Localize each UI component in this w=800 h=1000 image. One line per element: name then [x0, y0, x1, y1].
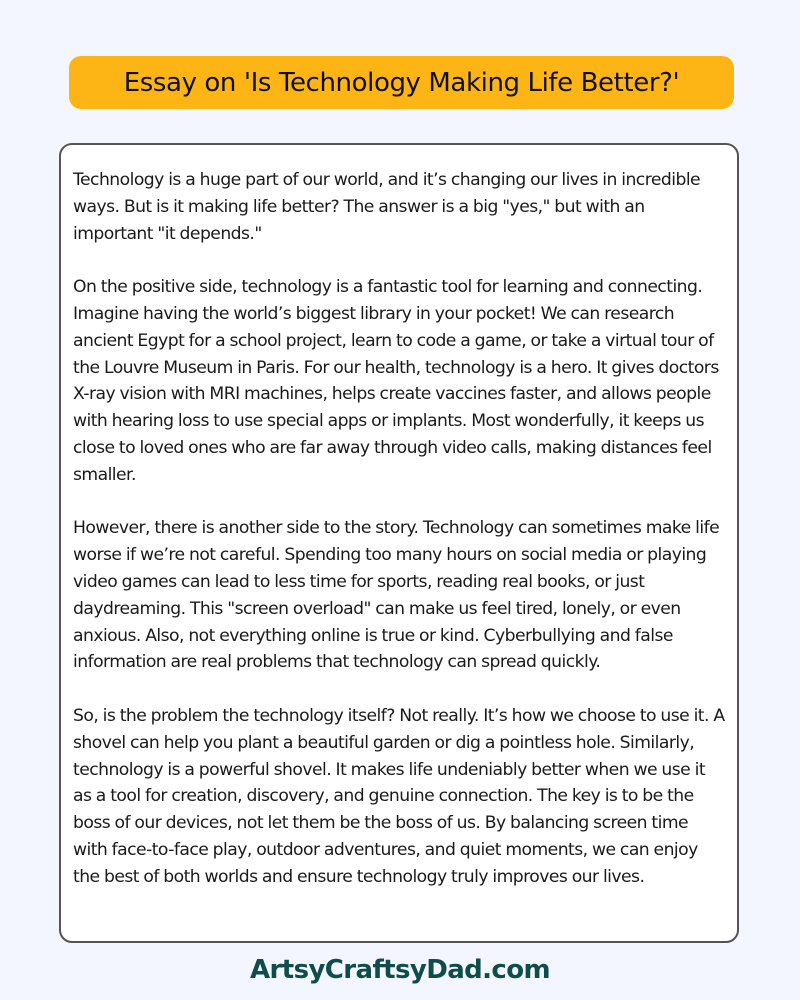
essay-card [59, 143, 739, 943]
essay-paragraph-intro: Technology is a huge part of our world, and it’s changing our lives in incredible ways. But is it making life better? The answer is a big "yes," but with an important "it depends." [73, 170, 701, 244]
essay-paragraph-positive: On the positive side, technology is a fantastic tool for learning and connecting. Imagine having the world’s biggest library in your pocket! We can research ancient Egypt for a school project, learn to code a game, or take a virtual tour of the Louvre Museum in Paris. For our health, technology is a hero. It gives doctors X-ray vision with MRI machines, helps create vaccines faster, and allows people with hearing loss to use special apps or implants. Most wonderfully, it keeps us close to loved ones who are far away through video calls, making distances feel smaller. [73, 277, 719, 485]
page-title: Essay on 'Is Technology Making Life Better?' [123, 67, 680, 98]
essay-paragraph-negative: However, there is another side to the story. Technology can sometimes make life worse if we’re not careful. Spending too many hours on social media or playing video games can lead to less time for sports, reading real books, or just daydreaming. This "screen overload" can make us feel tired, lonely, or even anxious. Also, not everything online is true or kind. Cyberbullying and false information are real problems that technology can spread quickly. [73, 518, 720, 673]
essay-paragraph-conclusion: So, is the problem the technology itself? Not really. It’s how we choose to use it. A shovel can help you plant a beautiful garden or dig a pointless hole. Similarly, technology is a powerful shovel. It makes life undeniably better when we use it as a tool for creation, discovery, and genuine connection. The key is to be the boss of our devices, not let them be the boss of us. By balancing screen time with face-to-face play, outdoor adventures, and quiet moments, we can enjoy the best of both worlds and ensure technology truly improves our lives. [73, 705, 725, 887]
footer-brand: ArtsyCraftsyDad.com [250, 955, 550, 985]
title-banner [69, 56, 734, 109]
